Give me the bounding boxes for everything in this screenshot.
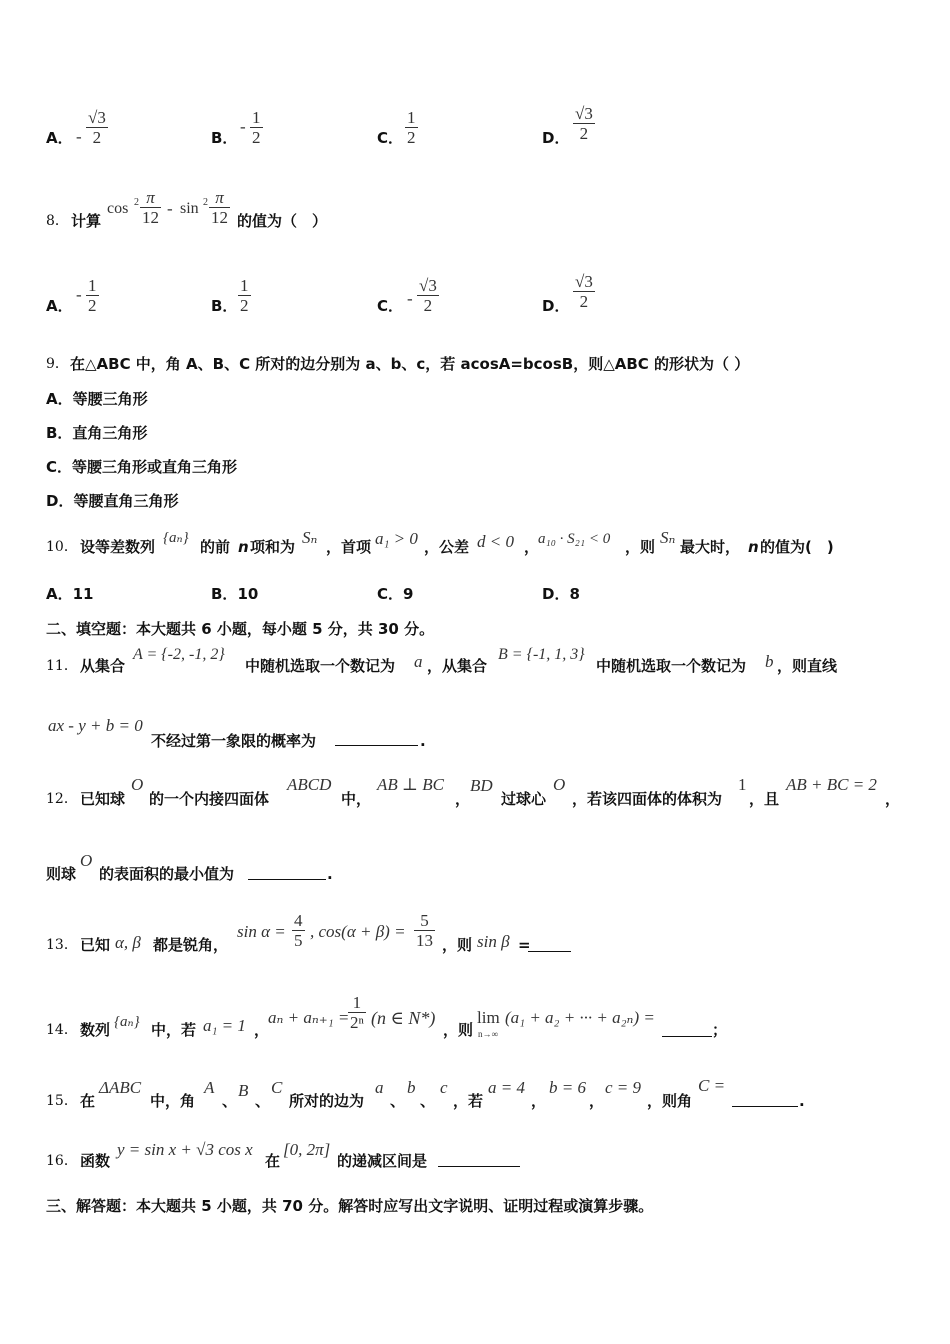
- q15-text-2: 中，角: [150, 1092, 196, 1110]
- q15-sep-4: 、: [420, 1092, 436, 1110]
- q12-text-3: 中，: [341, 790, 372, 808]
- q7-option-a-fraction: $\frac{√3}{2}$: [88, 108, 106, 147]
- q12-o-2: O: [553, 775, 566, 794]
- q13-cos-expr: , cos(α + β) =: [310, 922, 406, 941]
- q8-minus: -: [167, 199, 173, 218]
- q14-seq: {aₙ}: [114, 1014, 140, 1030]
- q12-bd: BD: [470, 776, 493, 795]
- q13-sin-beta: sin β: [477, 932, 510, 951]
- q15-sep-2: 、: [255, 1092, 271, 1110]
- q15-angle-a: A: [204, 1078, 215, 1097]
- q15-c-eq: C =: [698, 1076, 726, 1095]
- q11-text-6: 不经过第一象限的概率为: [151, 732, 317, 750]
- q12-text-2: 的一个内接四面体: [149, 790, 270, 808]
- q10-text-5: ，公差: [424, 538, 470, 556]
- q14-recurrence: aₙ + aₙ₊₁ =: [268, 1008, 350, 1027]
- q15-side-b: b: [407, 1078, 416, 1097]
- q8-number: 8．: [46, 213, 69, 229]
- q12-abcd: ABCD: [287, 775, 332, 794]
- q10-option-b: B．10: [211, 585, 259, 603]
- q11-number: 11．: [46, 658, 78, 674]
- q13-fraction-2: $\frac{5}{13}$: [416, 911, 433, 950]
- q9-option-a: A．等腰三角形: [46, 390, 148, 408]
- q13-equals: =: [518, 936, 531, 954]
- q9-option-b: B．直角三角形: [46, 424, 148, 442]
- q13-number: 13．: [46, 937, 78, 953]
- q12-text-7: ，且: [749, 790, 780, 808]
- section-2-heading: 二、填空题：本大题共 6 小题，每小题 5 分，共 30 分。: [46, 620, 435, 638]
- q7-option-a-label: A．: [46, 129, 73, 147]
- q12-text-10: 的表面积的最小值为: [99, 865, 235, 883]
- q12-perp: AB ⊥ BC: [377, 775, 444, 794]
- q15-text-1: 在: [80, 1092, 96, 1110]
- q12-text-1: 已知球: [80, 790, 126, 808]
- q15-text-5: ，: [531, 1092, 547, 1110]
- q12-text-4: ，: [455, 790, 471, 808]
- q15-text-4: ，若: [453, 1092, 484, 1110]
- q8-option-a-sign: -: [76, 285, 82, 304]
- q7-option-c-fraction: $\frac{1}{2}$: [407, 108, 416, 147]
- q9-number: 9．: [46, 356, 69, 372]
- q7-option-b-sign: -: [240, 117, 246, 136]
- q13-text-3: ，则: [442, 936, 473, 954]
- q15-triangle: ΔABC: [99, 1078, 142, 1097]
- q12-number: 12．: [46, 791, 78, 807]
- q11-set-a: A = {-2, -1, 2}: [133, 646, 225, 663]
- q12-o-3: O: [80, 851, 93, 870]
- q16-text-3: 的递减区间是: [337, 1152, 428, 1170]
- q16-text-1: 函数: [80, 1152, 111, 1170]
- q11-text-3: ，从集合: [427, 657, 488, 675]
- q12-text-8: ，: [885, 790, 901, 808]
- q8-sin-sup: 2: [203, 197, 208, 208]
- q15-b-value: b = 6: [549, 1078, 586, 1097]
- q14-lim-sub: n→∞: [478, 1029, 498, 1039]
- q14-text-4: ，则: [443, 1021, 474, 1039]
- q10-sn-2: Sₙ: [660, 528, 676, 547]
- q11-line-eq: ax - y + b = 0: [48, 716, 143, 735]
- q8-option-a-label: A．: [46, 297, 73, 315]
- q10-option-a: A．11: [46, 585, 94, 603]
- q8-option-c-sign: -: [407, 289, 413, 308]
- q7-option-c-label: C．: [377, 129, 404, 147]
- q11-text-1: 从集合: [80, 657, 126, 675]
- q12-text-5: 过球心: [501, 790, 547, 808]
- q15-text-6: ，: [589, 1092, 605, 1110]
- q14-text-2: 中，若: [151, 1021, 197, 1039]
- q15-sep-3: 、: [390, 1092, 406, 1110]
- q12-o: O: [131, 775, 144, 794]
- q15-number: 15．: [46, 1093, 78, 1109]
- q11-text-5: ，则直线: [777, 657, 838, 675]
- q15-side-c: c: [440, 1078, 448, 1097]
- q12-sum: AB + BC = 2: [786, 775, 877, 794]
- q10-n: n: [238, 538, 249, 556]
- q15-angle-b: B: [238, 1081, 249, 1100]
- q9-option-d: D．等腰直角三角形: [46, 492, 179, 510]
- q16-text-2: 在: [265, 1152, 281, 1170]
- q13-text-2: 都是锐角，: [153, 936, 229, 954]
- q10-n-2: n: [748, 538, 759, 556]
- q10-text-7: ，则: [625, 538, 656, 556]
- q10-text-9: 的值为( ): [760, 538, 834, 556]
- q13-alpha-beta: α, β: [115, 933, 141, 952]
- q12-volume: 1: [738, 775, 747, 794]
- q14-fraction: $\frac{1}{\text{2ⁿ}}$: [350, 993, 364, 1032]
- q13-sin-alpha: sin α =: [237, 922, 286, 941]
- q14-end: ；: [712, 1021, 728, 1039]
- q8-prefix: 计算: [71, 212, 102, 230]
- q10-text-3: 项和为: [250, 538, 296, 556]
- q13-fraction-1: $\frac{4}{5}$: [294, 911, 303, 950]
- q10-text-6: ，: [524, 538, 540, 556]
- q14-lim: lim: [477, 1008, 500, 1027]
- q11-text-2: 中随机选取一个数记为: [245, 657, 396, 675]
- q8-fraction-1: $\frac{\pi}{12}$: [142, 188, 159, 227]
- q8-option-d-fraction: $\frac{√3}{2}$: [575, 272, 593, 311]
- q11-b: b: [765, 652, 774, 671]
- q10-text-8: 最大时，: [680, 538, 741, 556]
- q15-c-value: c = 9: [605, 1078, 642, 1097]
- section-3-heading: 三、解答题：本大题共 5 小题，共 70 分。解答时应写出文字说明、证明过程或演算步骤。: [46, 1197, 654, 1215]
- q9-stem: 在△ABC 中，角 A、B、C 所对的边分别为 a、b、c，若 acosA=bcosB，则△ABC 的形状为（ ）: [70, 355, 750, 373]
- q11-text-4: 中随机选取一个数记为: [596, 657, 747, 675]
- q12-text-6: ，若该四面体的体积为: [572, 790, 723, 808]
- q14-a1: a₁ = 1: [203, 1016, 246, 1035]
- q8-option-c-fraction: $\frac{√3}{2}$: [419, 276, 437, 315]
- q15-answer-blank[interactable]: [732, 1106, 798, 1107]
- q16-function: y = sin x + √3 cos x: [117, 1140, 253, 1159]
- q13-answer-blank[interactable]: [528, 951, 571, 952]
- q7-option-d-fraction: $\frac{√3}{2}$: [575, 104, 593, 143]
- q15-side-a: a: [375, 1078, 384, 1097]
- q10-option-d: D．8: [542, 585, 580, 603]
- q7-option-b-fraction: $\frac{1}{2}$: [252, 108, 261, 147]
- q15-text-7: ，则角: [647, 1092, 693, 1110]
- q15-sep-1: 、: [222, 1092, 238, 1110]
- q11-a: a: [414, 652, 423, 671]
- q15-end: .: [799, 1092, 805, 1110]
- q10-d: d < 0: [477, 532, 514, 551]
- q10-text-2: 的前: [200, 538, 231, 556]
- q8-cos-sup: 2: [134, 197, 139, 208]
- q12-text-9: 则球: [46, 865, 77, 883]
- q8-option-a-fraction: $\frac{1}{2}$: [88, 276, 97, 315]
- q14-number: 14．: [46, 1022, 78, 1038]
- q10-text-1: 设等差数列: [80, 538, 156, 556]
- q7-option-a-sign: -: [76, 127, 82, 146]
- q12-answer-blank[interactable]: [248, 879, 326, 880]
- q8-cos: cos: [107, 200, 129, 217]
- q11-answer-blank[interactable]: [335, 745, 418, 746]
- q14-text-1: 数列: [80, 1021, 111, 1039]
- q15-angle-c: C: [271, 1078, 283, 1097]
- q9-option-c: C．等腰三角形或直角三角形: [46, 458, 238, 476]
- q10-a1: a₁ > 0: [375, 529, 418, 548]
- q8-option-b-label: B．: [211, 297, 238, 315]
- q8-sin: sin: [180, 200, 199, 217]
- q14-condition: (n ∈ N*): [371, 1008, 436, 1028]
- q11-end: .: [420, 732, 426, 750]
- q8-suffix: 的值为（ ）: [237, 212, 328, 230]
- q10-seq: {aₙ}: [163, 530, 189, 546]
- q16-number: 16．: [46, 1153, 78, 1169]
- q16-answer-blank[interactable]: [438, 1166, 520, 1167]
- q14-answer-blank[interactable]: [662, 1036, 712, 1037]
- q8-option-b-fraction: $\frac{1}{2}$: [240, 276, 249, 315]
- q10-number: 10．: [46, 539, 78, 555]
- q7-option-d-label: D．: [542, 129, 570, 147]
- q8-option-c-label: C．: [377, 297, 404, 315]
- q10-text-4: ，首项: [326, 538, 372, 556]
- q8-option-d-label: D．: [542, 297, 570, 315]
- q13-text-1: 已知: [80, 936, 111, 954]
- q15-a-value: a = 4: [488, 1078, 525, 1097]
- q12-end: .: [327, 865, 333, 883]
- q14-text-3: ，: [254, 1021, 270, 1039]
- q8-fraction-2: $\frac{\pi}{12}$: [211, 188, 228, 227]
- q11-set-b: B = {-1, 1, 3}: [498, 646, 585, 663]
- q16-interval: [0, 2π]: [283, 1140, 331, 1159]
- q14-sum-expr: (a₁ + a₂ + ··· + a₂ₙ) =: [505, 1008, 655, 1027]
- q15-text-3: 所对的边为: [289, 1092, 365, 1110]
- q7-option-b-label: B．: [211, 129, 238, 147]
- q10-option-c: C．9: [377, 585, 414, 603]
- q10-product: a₁₀ · S₂₁ < 0: [538, 531, 611, 547]
- q10-sn: Sₙ: [302, 528, 318, 547]
